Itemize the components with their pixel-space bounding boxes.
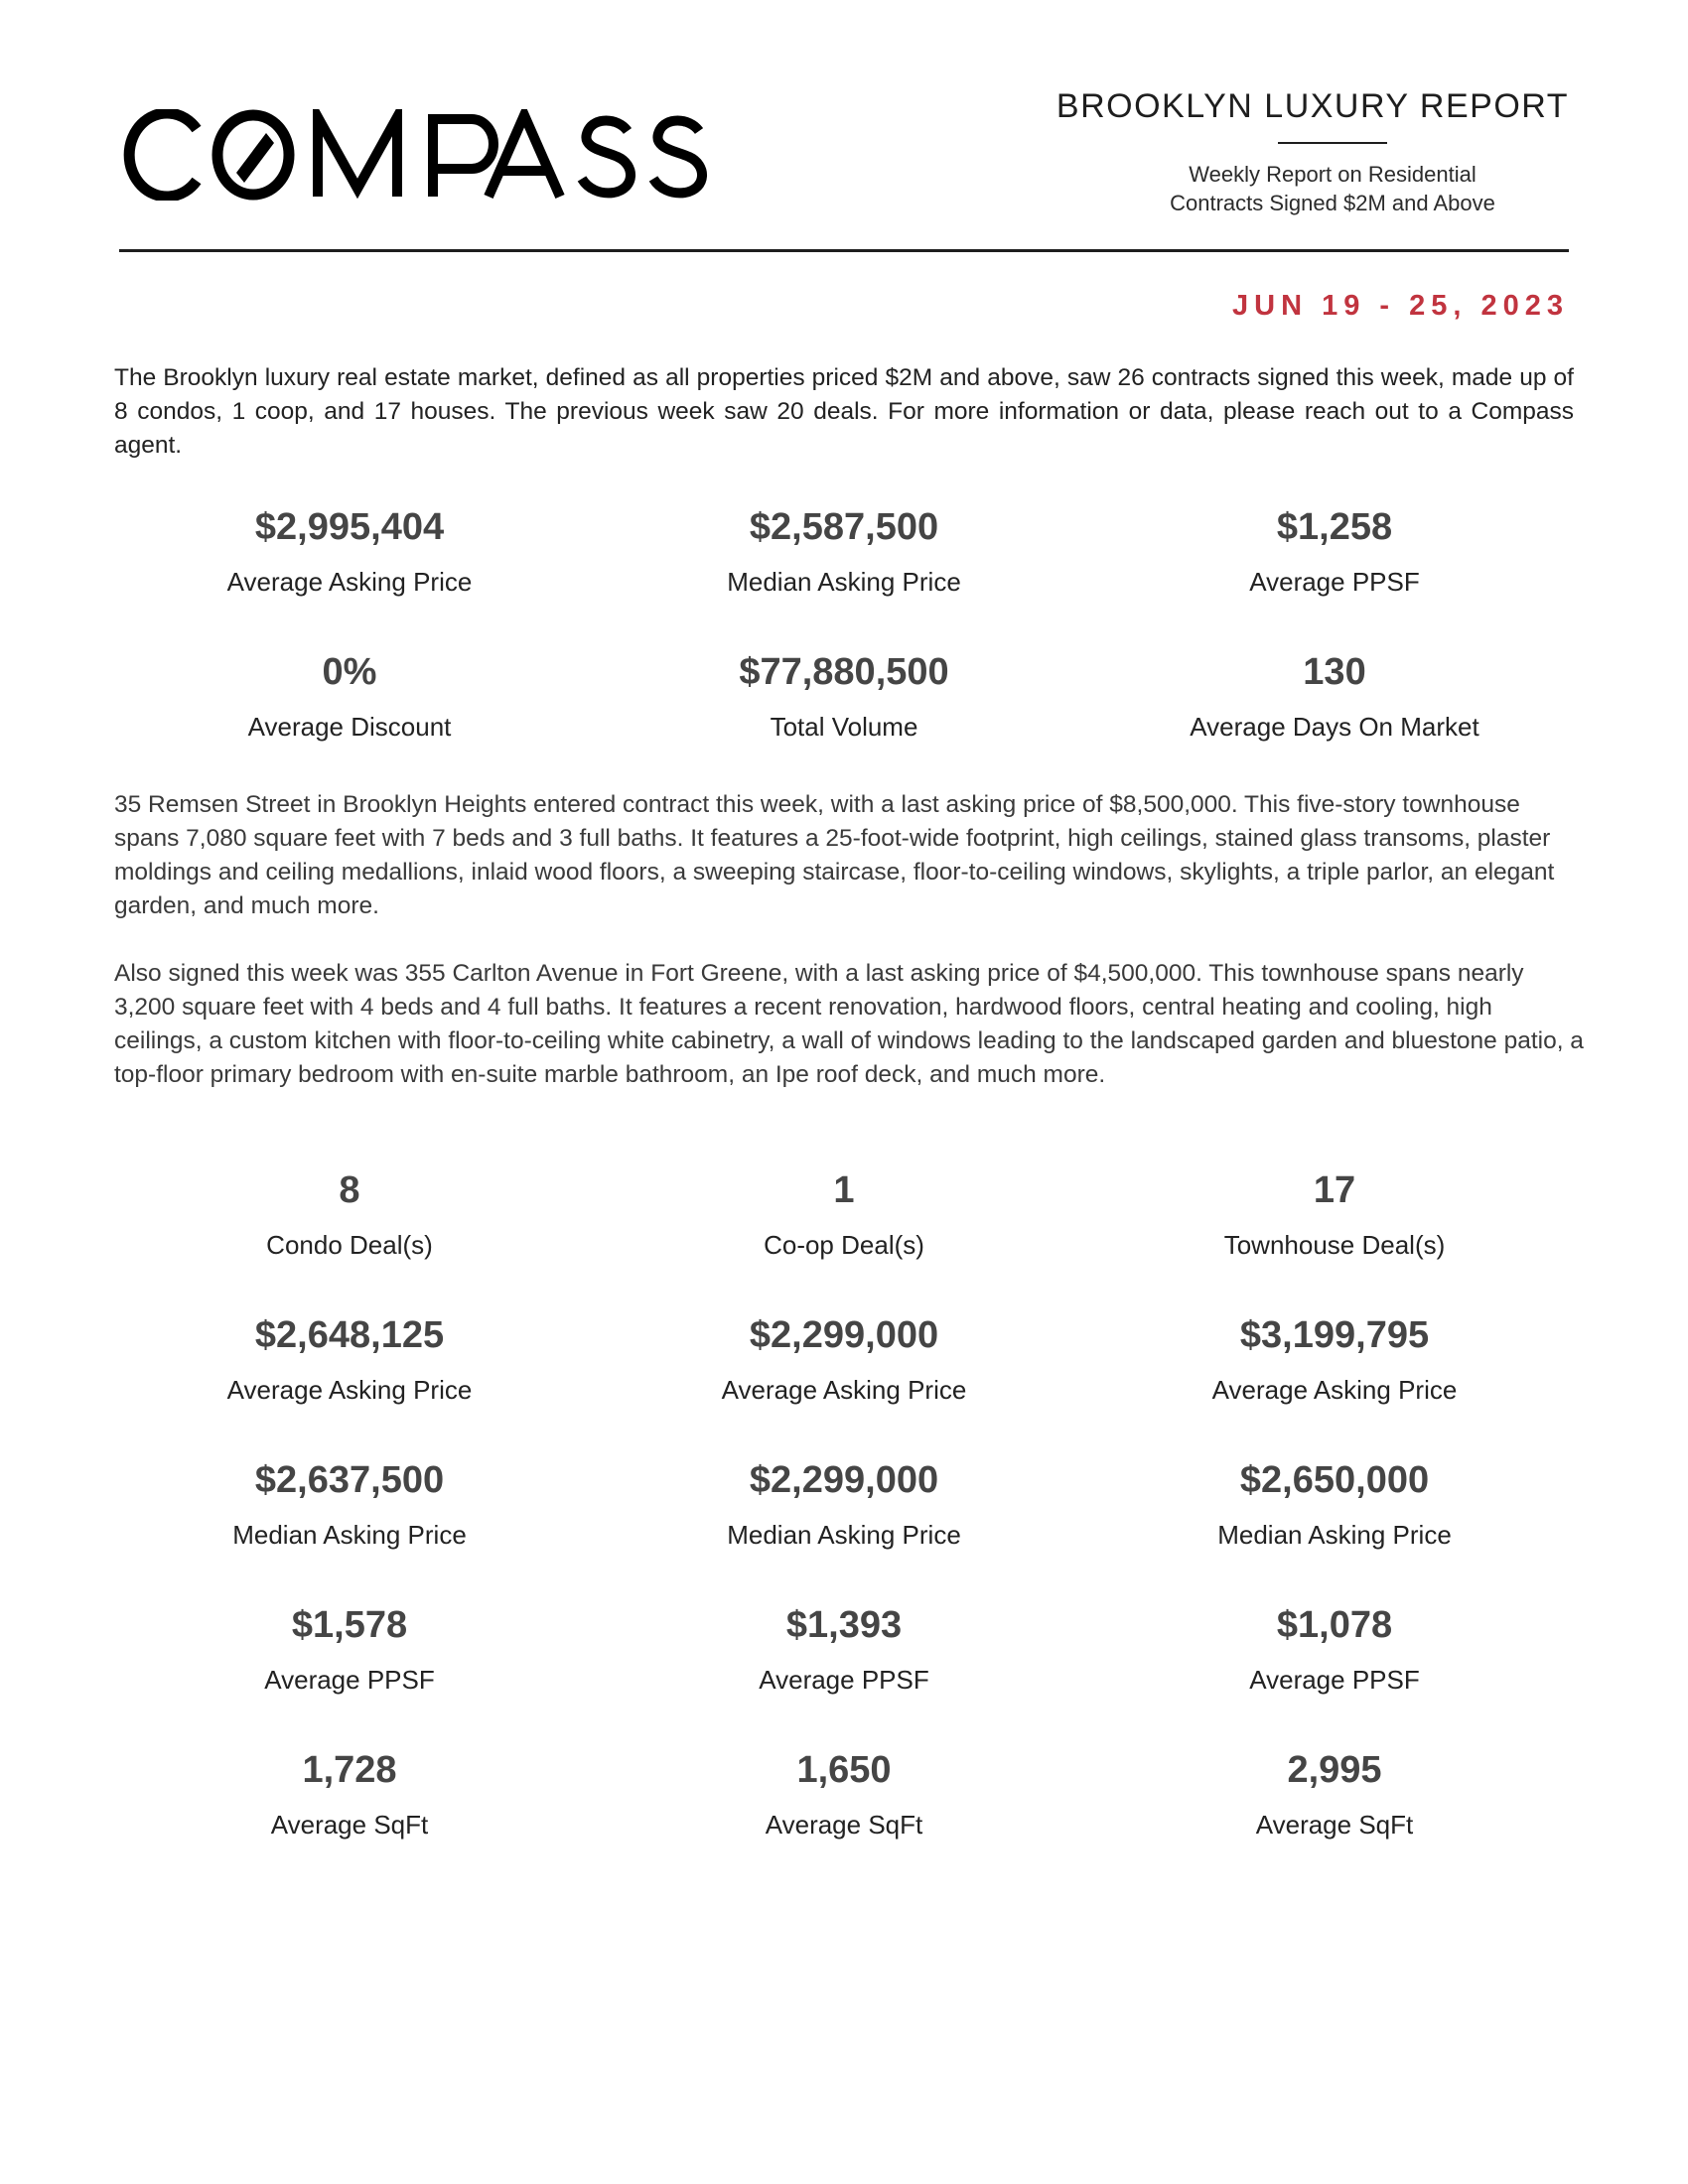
- stat-value: $77,880,500: [739, 651, 949, 693]
- stat-value: 130: [1303, 651, 1366, 693]
- coop-average-ppsf: [601, 1596, 1087, 1741]
- stat-median-asking-price: [601, 498, 1087, 643]
- stat-value: 1: [833, 1169, 855, 1211]
- stat-label: Average SqFt: [765, 1810, 923, 1840]
- stat-label: Average PPSF: [759, 1665, 929, 1695]
- compass-logo-mark: [119, 109, 745, 201]
- stat-value: 8: [339, 1169, 360, 1211]
- stat-value: $1,578: [291, 1604, 408, 1646]
- stat-label: Average Asking Price: [721, 1375, 967, 1405]
- stat-label: Average PPSF: [1249, 567, 1420, 597]
- stat-value: $2,299,000: [749, 1459, 939, 1501]
- stat-total-volume: [601, 643, 1087, 788]
- summary-stats: [114, 498, 1574, 788]
- compass-logo: [119, 109, 745, 201]
- stat-value: $2,650,000: [1239, 1459, 1430, 1501]
- stat-value: 1,650: [796, 1749, 892, 1791]
- highlight-paragraph-2: Also signed this week was 355 Carlton Avenue in Fort Greene, with a last asking price of $4,500,000. This townhouse spans nearly 3,200 square feet with 4 beds and 4 full baths. It features a recent renovation, hardwood floors, central heating and cooling, high ceilings, a custom kitchen with floor-to-ceiling white cabinetry, a wall of windows leading to the landscaped garden and bluestone patio, a top-floor primary bedroom with en-suite marble bathroom, an Ipe roof deck, and much more.: [114, 960, 1584, 1088]
- condo-average-sqft: [106, 1741, 593, 1886]
- stat-value: $1,258: [1276, 506, 1393, 548]
- stat-label: Condo Deal(s): [266, 1230, 433, 1260]
- report-title: BROOKLYN LUXURY REPORT: [1055, 87, 1569, 125]
- stat-value: 2,995: [1287, 1749, 1382, 1791]
- coop-average-sqft: [601, 1741, 1087, 1886]
- townhouse-average-asking-price: [1091, 1306, 1578, 1451]
- stat-value: 17: [1313, 1169, 1356, 1211]
- townhouse-average-ppsf: [1091, 1596, 1578, 1741]
- stat-label: Townhouse Deal(s): [1223, 1230, 1446, 1260]
- stat-label: Average Asking Price: [1211, 1375, 1458, 1405]
- coop-average-asking-price: [601, 1306, 1087, 1451]
- stat-average-ppsf: [1091, 498, 1578, 643]
- stat-label: Average Asking Price: [226, 1375, 473, 1405]
- stat-label: Median Asking Price: [232, 1520, 467, 1550]
- header-divider: [119, 249, 1569, 252]
- subtitle-line-2: Contracts Signed $2M and Above: [1170, 191, 1495, 215]
- stat-label: Average PPSF: [264, 1665, 435, 1695]
- stat-label: Average SqFt: [270, 1810, 429, 1840]
- townhouse-median-asking-price: [1091, 1451, 1578, 1596]
- stat-value: 1,728: [302, 1749, 397, 1791]
- stat-label: Average Discount: [247, 712, 452, 742]
- stat-value: $2,587,500: [749, 506, 939, 548]
- stat-label: Average SqFt: [1255, 1810, 1414, 1840]
- stat-label: Average PPSF: [1249, 1665, 1420, 1695]
- stat-label: Median Asking Price: [1217, 1520, 1452, 1550]
- stat-value: $3,199,795: [1239, 1314, 1430, 1356]
- stat-value: $1,393: [785, 1604, 903, 1646]
- stat-value: $2,299,000: [749, 1314, 939, 1356]
- stat-average-days-on-market: [1091, 643, 1578, 788]
- property-type-stats: [114, 1161, 1574, 1886]
- stat-value: $2,637,500: [254, 1459, 445, 1501]
- condo-deals: [106, 1161, 593, 1306]
- stat-value: 0%: [322, 651, 377, 693]
- date-range: JUN 19 - 25, 2023: [1232, 290, 1569, 322]
- report-header: [1013, 87, 1569, 217]
- condo-average-ppsf: [106, 1596, 593, 1741]
- coop-deals: [601, 1161, 1087, 1306]
- stat-label: Median Asking Price: [727, 567, 961, 597]
- stat-value: $1,078: [1276, 1604, 1393, 1646]
- stat-label: Average Asking Price: [226, 567, 473, 597]
- subtitle-line-1: Weekly Report on Residential: [1189, 162, 1477, 187]
- intro-paragraph: The Brooklyn luxury real estate market, defined as all properties priced $2M and above, saw 26 contracts signed this week, made up of 8 condos, 1 coop, and 17 houses. The previous week saw 20 deals. For more information or data, please reach out to a Compass agent.: [114, 364, 1574, 459]
- stat-label: Co-op Deal(s): [764, 1230, 924, 1260]
- stat-value: $2,995,404: [254, 506, 445, 548]
- stat-average-discount: [106, 643, 593, 788]
- report-subtitle: [1055, 160, 1611, 217]
- condo-median-asking-price: [106, 1451, 593, 1596]
- coop-median-asking-price: [601, 1451, 1087, 1596]
- stat-label: Average Days On Market: [1190, 712, 1479, 742]
- highlight-paragraph-1: 35 Remsen Street in Brooklyn Heights entered contract this week, with a last asking price of $8,500,000. This five-story townhouse spans 7,080 square feet with 7 beds and 3 full baths. It features a 25-foot-wide footprint, high ceilings, stained glass transoms, plaster moldings and ceiling medallions, inlaid wood floors, a sweeping staircase, floor-to-ceiling windows, skylights, a triple parlor, an elegant garden, and much more.: [114, 791, 1555, 919]
- stat-label: Total Volume: [770, 712, 918, 742]
- title-divider: [1278, 142, 1387, 144]
- stat-value: $2,648,125: [254, 1314, 445, 1356]
- stat-label: Median Asking Price: [727, 1520, 961, 1550]
- townhouse-average-sqft: [1091, 1741, 1578, 1886]
- townhouse-deals: [1091, 1161, 1578, 1306]
- condo-average-asking-price: [106, 1306, 593, 1451]
- stat-average-asking-price: [106, 498, 593, 643]
